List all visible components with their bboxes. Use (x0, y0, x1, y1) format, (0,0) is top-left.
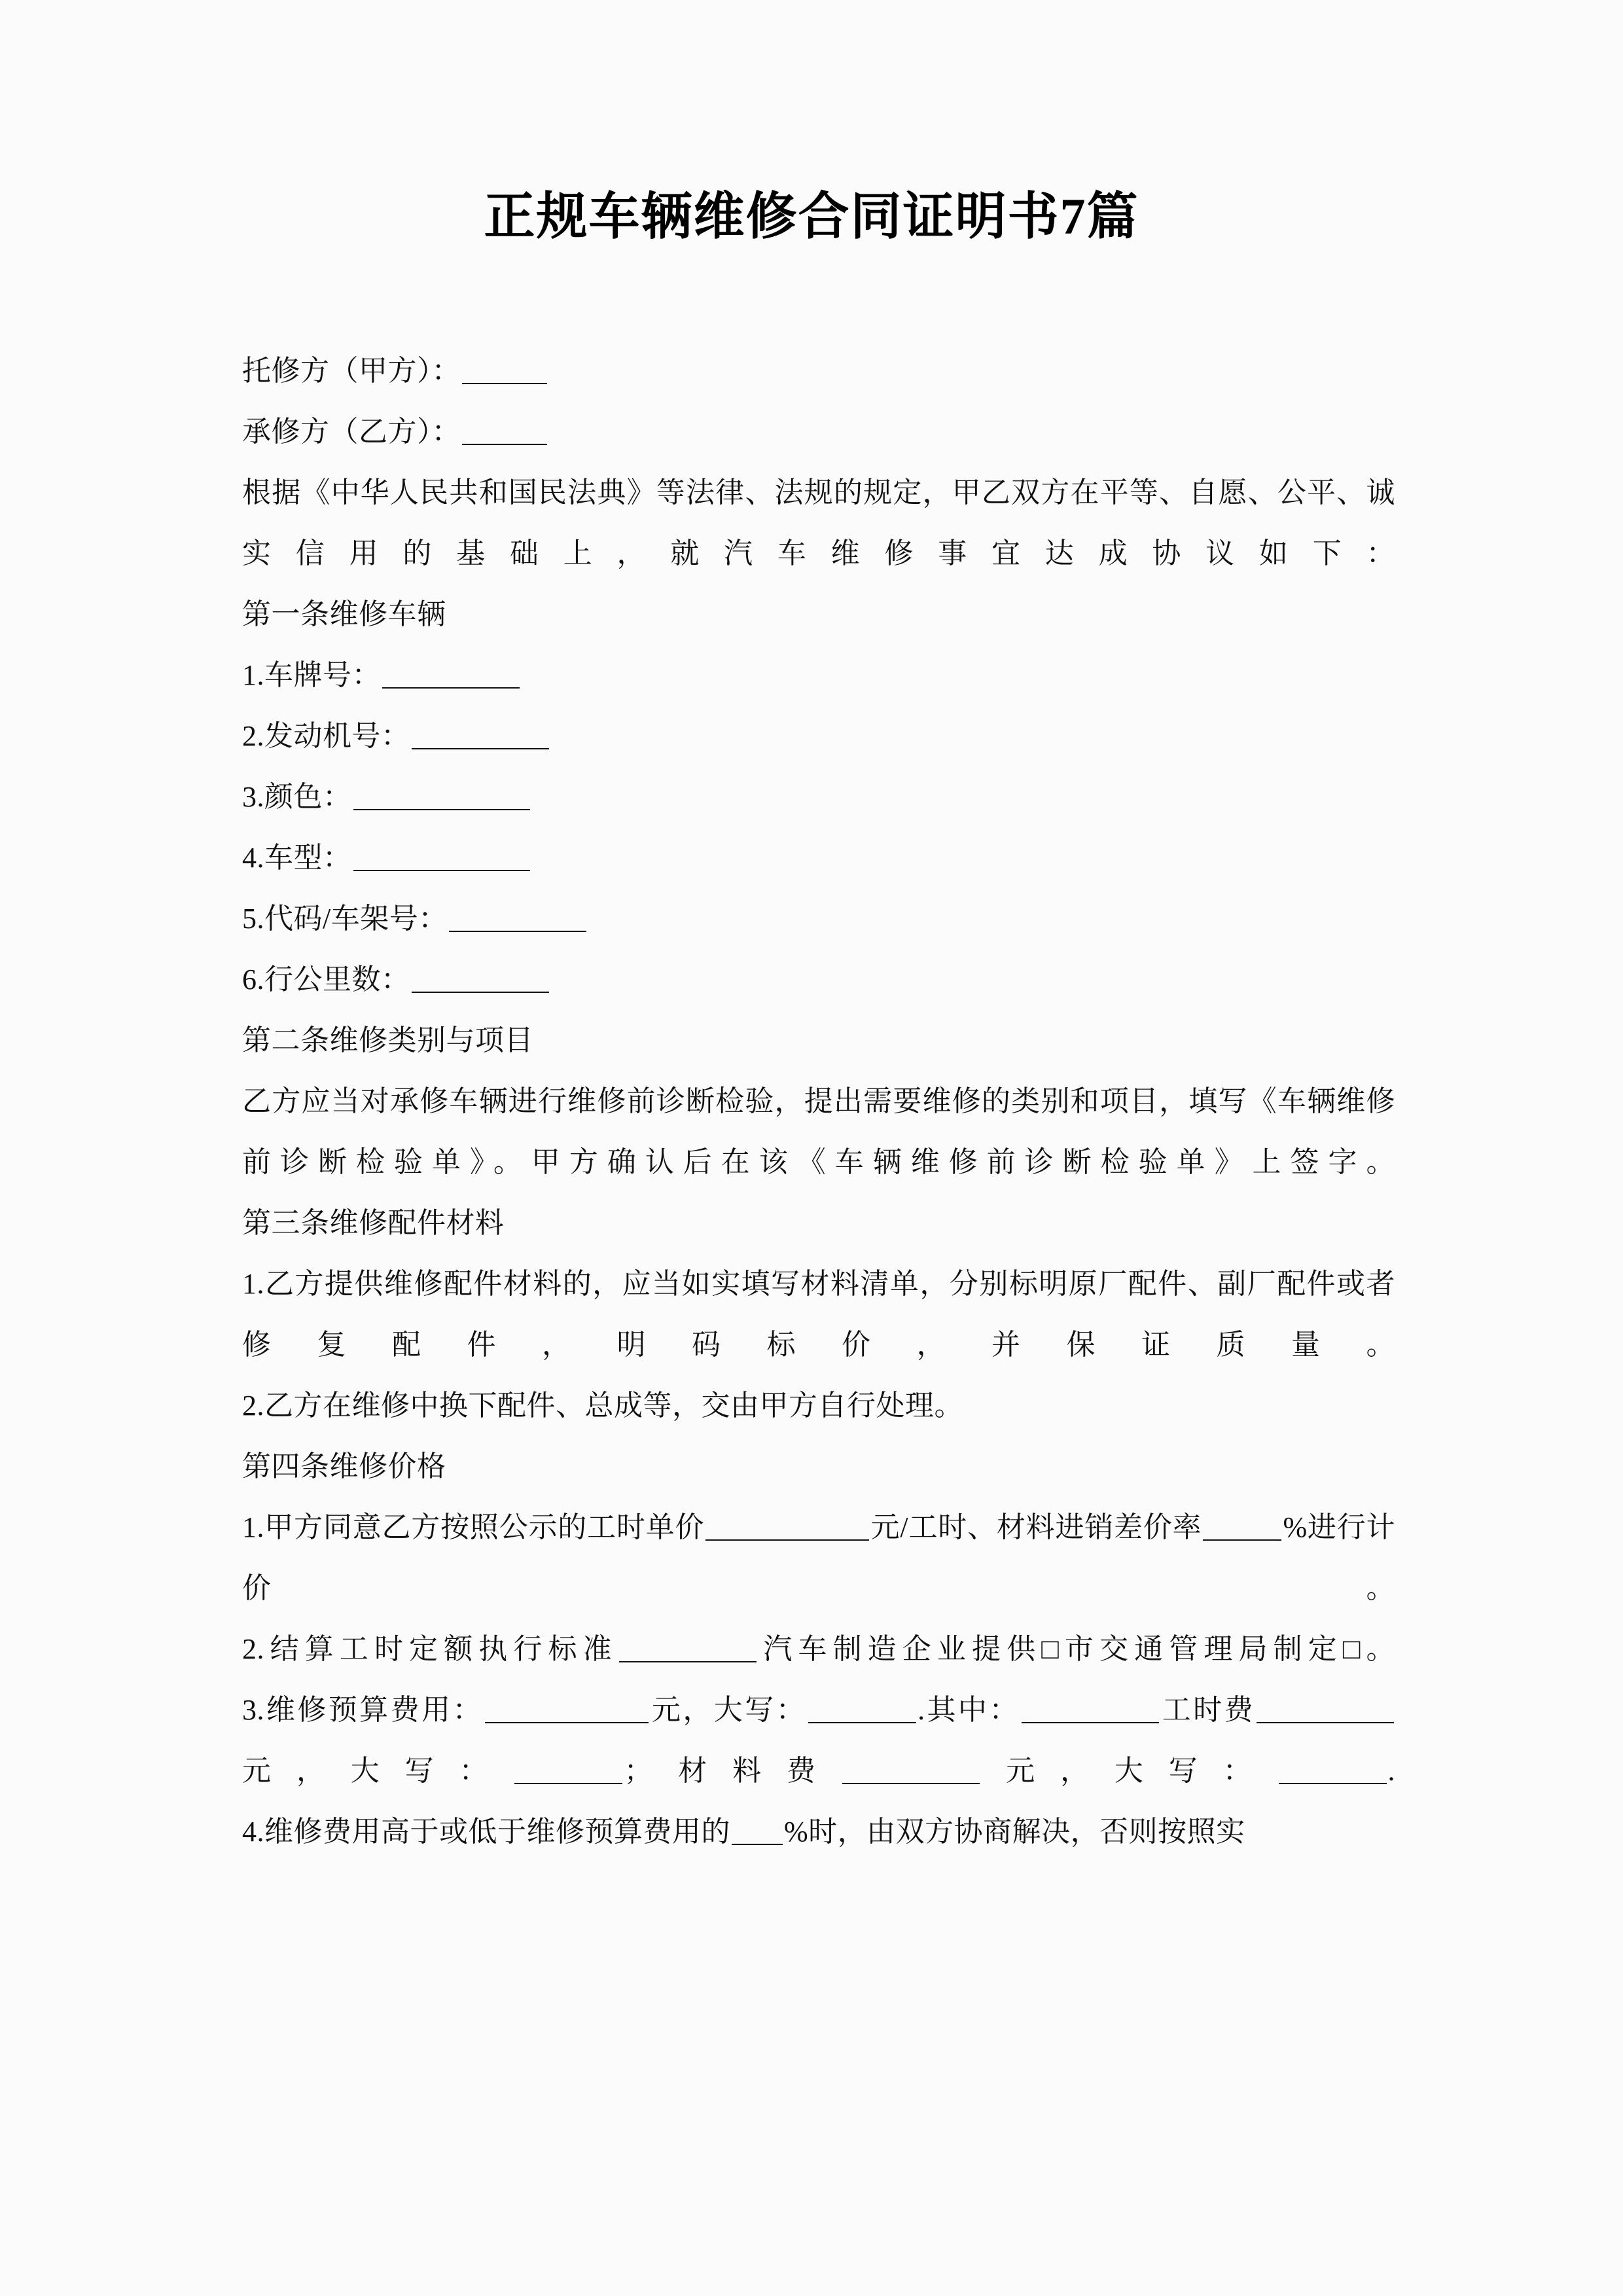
vehicle-field-vin-blank[interactable] (449, 905, 586, 932)
vehicle-field-plate-label: 1.车牌号： (242, 659, 381, 691)
section-heading-3: 第三条维修配件材料 (242, 1207, 505, 1239)
section-4-item-4-suffix: %时，由双方协商解决，否则按照实 (784, 1816, 1245, 1848)
section-4-item-3-p7: 元，大写： (980, 1755, 1277, 1787)
labor-fee-words-blank[interactable] (514, 1757, 622, 1784)
section-3-item-2: 2.乙方在维修中换下配件、总成等，交由甲方自行处理。 (242, 1390, 963, 1422)
vehicle-field-color (242, 766, 1395, 827)
budget-amount-words-blank[interactable] (808, 1696, 916, 1723)
section-4-item-3-p3: .其中： (918, 1694, 1020, 1726)
section-heading-4: 第四条维修价格 (242, 1450, 446, 1482)
preamble-paragraph: 根据《中华人民共和国民法典》等法律、法规的规定，甲乙双方在平等、自愿、公平、诚实信用的基础上，就汽车维修事宜达成协议如下： (242, 476, 1395, 569)
budget-amount-blank[interactable] (485, 1696, 649, 1723)
vehicle-field-mileage-label: 6.行公里数： (242, 963, 410, 996)
section-4-item-3-p5: 元，大写： (242, 1755, 514, 1787)
vehicle-field-model-blank[interactable] (353, 844, 530, 871)
section-4-item-3-p6: ；材料费 (624, 1755, 841, 1787)
section-4-item-3 (242, 1679, 1395, 1801)
section-4-item-1 (242, 1497, 1395, 1619)
vehicle-field-plate-blank[interactable] (382, 661, 520, 689)
section-heading-1: 第一条维修车辆 (242, 598, 446, 630)
party-a-label: 托修方（甲方）： (242, 355, 461, 387)
vehicle-field-model (242, 827, 1395, 888)
vehicle-field-engine-no-blank[interactable] (412, 722, 549, 749)
section-3-item-1: 1.乙方提供维修配件材料的，应当如实填写材料清单，分别标明原厂配件、副厂配件或者修复配件，明码标价，并保证质量。 (242, 1268, 1395, 1361)
vehicle-field-vin-label: 5.代码/车架号： (242, 903, 448, 935)
vehicle-field-plate (242, 645, 1395, 706)
vehicle-field-color-blank[interactable] (353, 783, 530, 810)
document-content (242, 340, 1395, 1862)
vehicle-field-vin (242, 888, 1395, 949)
section-4-item-1-suffix: %进行计价。 (242, 1511, 1396, 1604)
section-4-item-2-prefix: 2.结算工时定额执行标准 (242, 1633, 618, 1665)
section-2-body: 乙方应当对承修车辆进行维修前诊断检验，提出需要维修的类别和项目，填写《车辆维修前诊断检验单》。甲方确认后在该《车辆维修前诊断检验单》上签字。 (242, 1085, 1395, 1178)
section-4-item-2-mid: 汽车制造企业提供□市交通管理局制定□。 (757, 1633, 1396, 1665)
section-4-item-4 (242, 1801, 1395, 1862)
section-4-item-2 (242, 1619, 1395, 1679)
vehicle-field-engine-no (242, 706, 1395, 766)
section-4-item-3-p8: . (1387, 1755, 1396, 1787)
labor-rate-blank[interactable] (705, 1513, 869, 1541)
vehicle-field-mileage-blank[interactable] (412, 965, 549, 993)
vehicle-field-color-label: 3.颜色： (242, 781, 352, 813)
section-4-item-3-p2: 元，大写： (649, 1694, 808, 1726)
labor-quota-standard-blank[interactable] (619, 1635, 757, 1662)
party-b-label: 承修方（乙方）： (242, 416, 461, 448)
party-a-blank[interactable] (462, 357, 547, 384)
material-margin-blank[interactable] (1203, 1513, 1281, 1541)
labor-fee-amount-blank[interactable] (1257, 1696, 1394, 1723)
page-title: 正规车辆维修合同证明书7篇 (484, 188, 1139, 245)
material-fee-amount-blank[interactable] (842, 1757, 980, 1784)
material-fee-words-blank[interactable] (1279, 1757, 1387, 1784)
section-4-item-1-prefix: 1.甲方同意乙方按照公示的工时单价 (242, 1511, 705, 1543)
section-heading-2: 第二条维修类别与项目 (242, 1024, 533, 1056)
section-4-item-3-p1: 3.维修预算费用： (242, 1694, 484, 1726)
vehicle-field-model-label: 4.车型： (242, 842, 352, 874)
vehicle-field-mileage (242, 949, 1395, 1010)
vehicle-field-engine-no-label: 2.发动机号： (242, 720, 410, 752)
party-a-line (242, 340, 1395, 401)
party-b-blank[interactable] (462, 418, 547, 445)
section-4-item-1-mid: 元/工时、材料进销差价率 (870, 1511, 1202, 1543)
section-4-item-4-prefix: 4.维修费用高于或低于维修预算费用的 (242, 1816, 730, 1848)
deviation-percent-blank[interactable] (732, 1818, 783, 1845)
section-4-item-3-p4: 工时费 (1160, 1694, 1256, 1726)
party-b-line (242, 401, 1395, 462)
labor-fee-prefix-blank[interactable] (1022, 1696, 1159, 1723)
